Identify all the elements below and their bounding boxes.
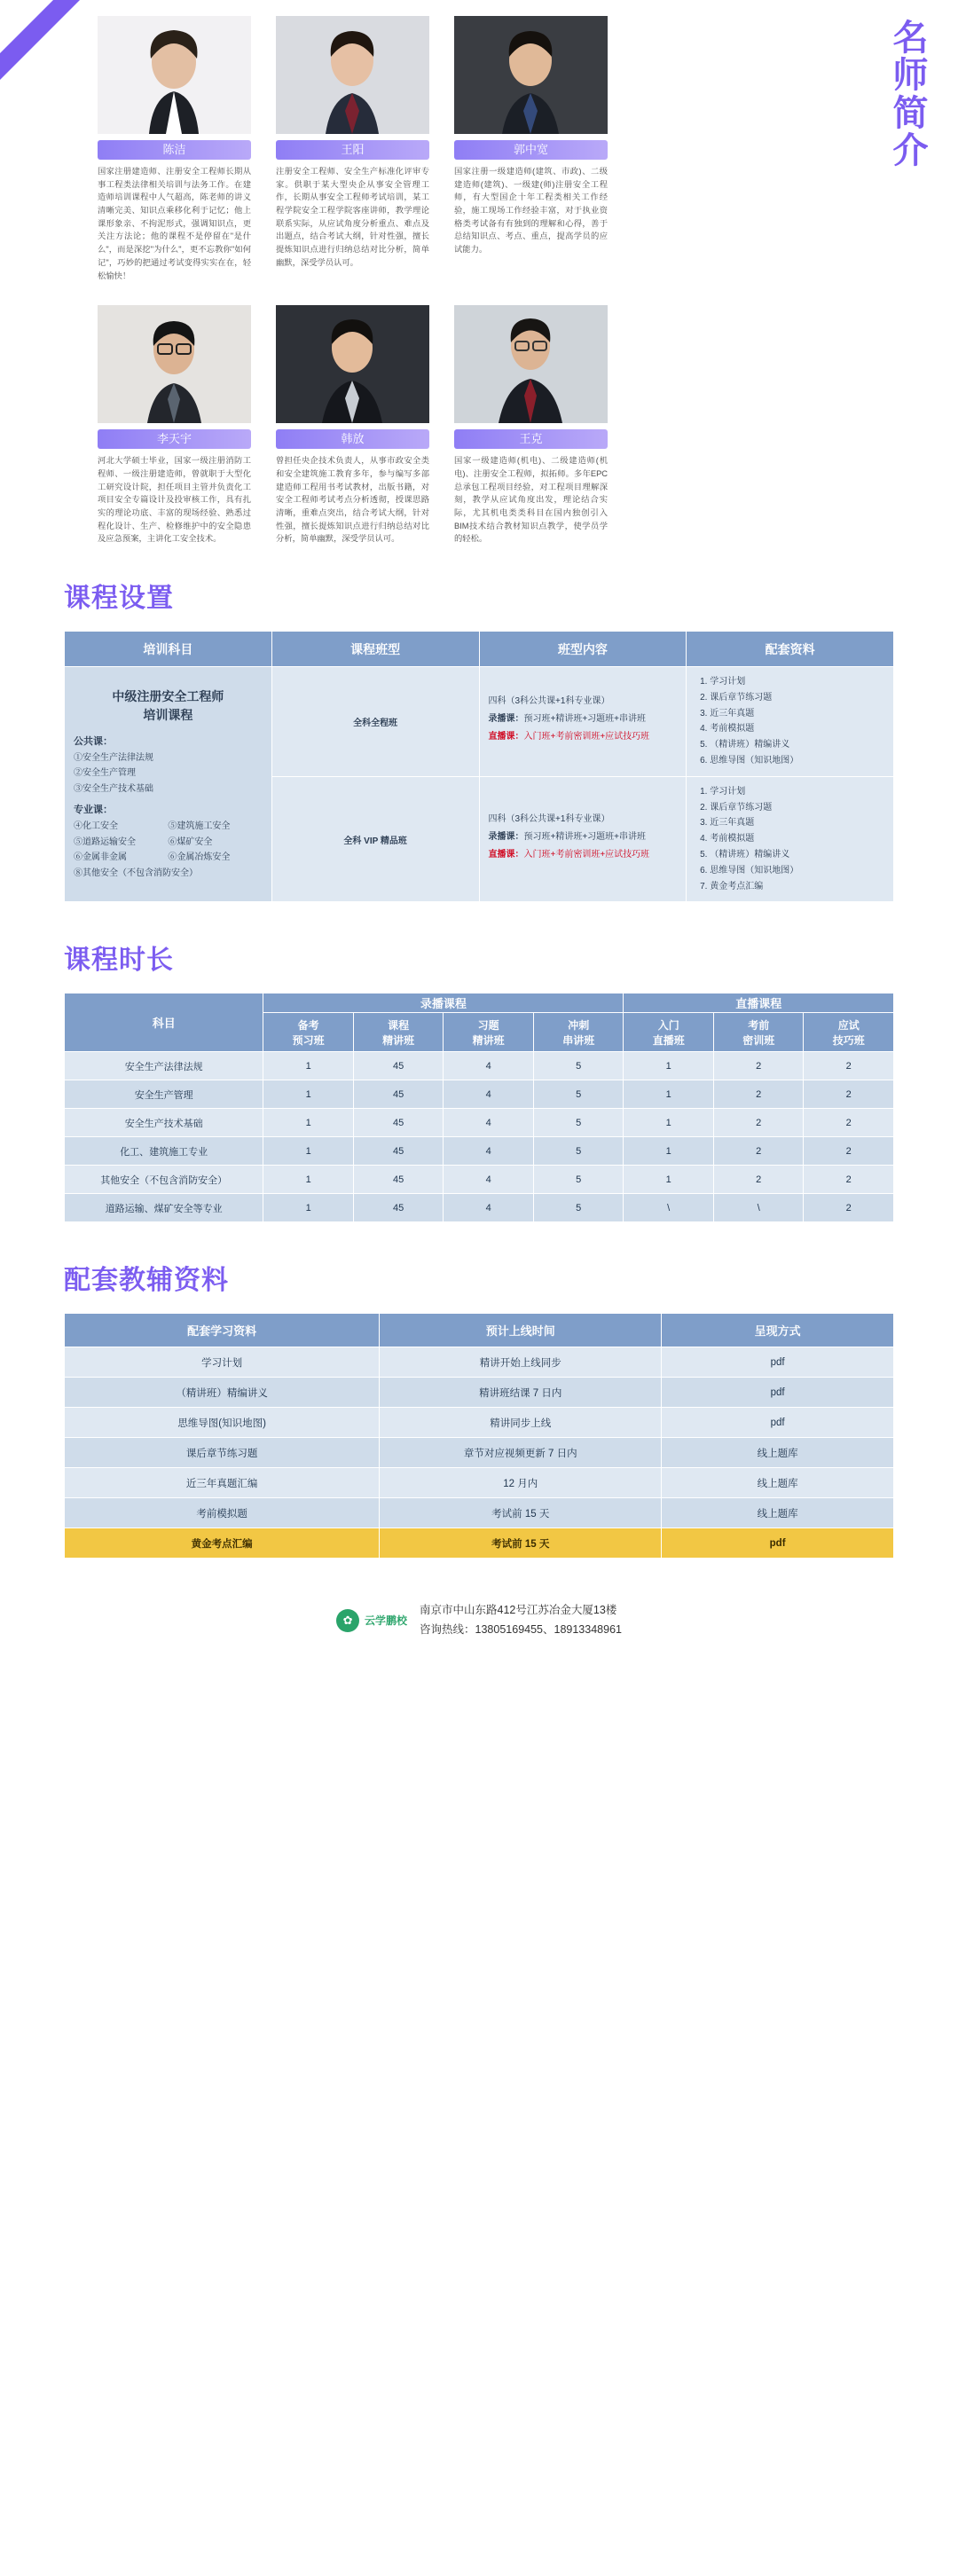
cell-value: 2 xyxy=(804,1080,894,1109)
row-subject: 道路运输、煤矿安全等专业 xyxy=(65,1194,263,1222)
teacher-card xyxy=(454,305,608,546)
material-item: 5. （精讲班）精编讲义 xyxy=(710,737,884,753)
content-line xyxy=(489,730,678,744)
major-item: ④化工安全 xyxy=(74,821,118,832)
cell-value: 1 xyxy=(263,1052,354,1080)
teacher-photo xyxy=(98,305,251,423)
col-material: 配套学习资料 xyxy=(65,1314,380,1347)
cell-value: 4 xyxy=(444,1137,534,1166)
col-exercise: 习题 精讲班 xyxy=(444,1013,534,1052)
public-label: 公共课： xyxy=(74,735,113,747)
teacher-row xyxy=(98,16,905,282)
cell-value: 4 xyxy=(444,1080,534,1109)
table-row xyxy=(65,1166,894,1194)
cell-value: 5 xyxy=(533,1137,624,1166)
material-item: 2. 课后章节练习题 xyxy=(710,800,884,816)
teacher-photo xyxy=(276,16,429,134)
table-row xyxy=(65,667,894,777)
col-skills: 应试 技巧班 xyxy=(804,1013,894,1052)
row-subject: 安全生产管理 xyxy=(65,1080,263,1109)
material-form: pdf xyxy=(662,1378,894,1408)
cell-value: 5 xyxy=(533,1109,624,1137)
table-row xyxy=(65,1347,894,1378)
course-content xyxy=(479,776,687,902)
content-line: 四科（3科公共课+1科专业课） xyxy=(488,814,610,825)
col-lecture: 课程 精讲班 xyxy=(353,1013,444,1052)
recorded-value: 预习班+精讲班+习题班+串讲班 xyxy=(523,714,647,725)
material-name: 黄金考点汇编 xyxy=(65,1528,380,1559)
material-item: 4. 考前模拟题 xyxy=(710,721,884,737)
teacher-name: 王克 xyxy=(454,429,608,449)
recorded-label: 录播课： xyxy=(488,714,524,725)
cell-value: 45 xyxy=(353,1166,444,1194)
cell-value: 1 xyxy=(624,1166,714,1194)
teachers-section xyxy=(0,0,958,546)
cell-value: 2 xyxy=(804,1137,894,1166)
section-title-teachers: 名师简介 xyxy=(892,19,930,171)
major-col-right xyxy=(168,819,262,866)
teacher-description: 注册安全工程师、安全生产标准化评审专家。供职于某大型央企从事安全管理工作，长期从事安全工程师考试培训，某工程学院安全工程学院客座讲师，教学理论联系实际，从应试角度分析重点、难点及出题点，结合考试大纲，针对性强，擅长提炼知识点进行归纳总结对比分析，简单幽默，深受学员认可。 xyxy=(276,167,429,267)
major-item: ⑧其他安全（不包含消防安全） xyxy=(74,868,198,878)
course-content xyxy=(479,667,687,777)
material-item: 6. 思维导图（知识地图） xyxy=(710,863,884,879)
row-subject: 安全生产技术基础 xyxy=(65,1109,263,1137)
major-item: ⑤道路运输安全 xyxy=(74,836,136,847)
content-line: 四科（3科公共课+1科专业课） xyxy=(488,696,610,707)
material-time: 精讲开始上线同步 xyxy=(380,1347,662,1378)
material-item: 7. 黄金考点汇编 xyxy=(710,879,884,895)
subject-cell xyxy=(65,667,272,902)
cell-value: \ xyxy=(713,1194,804,1222)
cell-value: 1 xyxy=(263,1166,354,1194)
teacher-card xyxy=(98,305,251,546)
material-name: 学习计划 xyxy=(65,1347,380,1378)
material-time: 章节对应视频更新 7 日内 xyxy=(380,1438,662,1468)
material-form: 线上题库 xyxy=(662,1438,894,1468)
major-item: ⑤建筑施工安全 xyxy=(168,821,231,832)
recorded-label: 录播课： xyxy=(488,832,524,843)
col-prep: 备考 预习班 xyxy=(263,1013,354,1052)
row-subject: 安全生产法律法规 xyxy=(65,1052,263,1080)
group-live: 直播课程 xyxy=(624,993,894,1013)
col-pre-exam: 考前 密训班 xyxy=(713,1013,804,1052)
materials-table-wrap xyxy=(0,1313,958,1559)
brand-name: 云学鹏校 xyxy=(365,1614,408,1628)
cell-value: 4 xyxy=(444,1194,534,1222)
table-row xyxy=(65,1080,894,1109)
course-setup-table-wrap xyxy=(0,631,958,902)
cell-value: 4 xyxy=(444,1109,534,1137)
col-content: 班型内容 xyxy=(479,632,687,667)
teacher-description: 河北大学硕士毕业，国家一级注册消防工程师、一级注册建造师，曾就职于大型化工研究设计院，担任项目主管并负责化工项目安全专篇设计及投审核工作，具有扎实的理论功底、丰富的现场经验、熟悉过程化设计、生产、检修维护中的安全隐患及应急预案，主讲化工安全技术。 xyxy=(98,456,251,544)
cell-value: 1 xyxy=(624,1137,714,1166)
major-col-left xyxy=(74,819,168,866)
section-title-course-setup: 课程设置 xyxy=(64,584,174,613)
col-subject: 科目 xyxy=(65,993,263,1052)
teacher-card xyxy=(98,16,251,282)
public-item: ②安全生产管理 xyxy=(74,768,136,779)
teacher-row xyxy=(98,305,905,546)
content-line xyxy=(489,830,678,844)
cell-value: 45 xyxy=(353,1052,444,1080)
table-row xyxy=(65,1109,894,1137)
cell-value: 45 xyxy=(353,1194,444,1222)
material-name: 课后章节练习题 xyxy=(65,1438,380,1468)
content-line xyxy=(489,712,678,726)
section-title-course-duration: 课程时长 xyxy=(64,946,174,976)
teacher-card xyxy=(276,16,429,282)
material-item: 2. 课后章节练习题 xyxy=(710,690,884,706)
col-type: 课程班型 xyxy=(271,632,479,667)
cell-value: 1 xyxy=(624,1109,714,1137)
material-name: 考前模拟题 xyxy=(65,1498,380,1528)
teacher-photo xyxy=(454,305,608,423)
cell-value: 1 xyxy=(263,1109,354,1137)
course-setup-table xyxy=(64,631,894,902)
table-header-row xyxy=(65,632,894,667)
section-title-materials: 配套教辅资料 xyxy=(64,1266,229,1296)
live-label: 直播课： xyxy=(488,732,524,742)
col-subject: 培训科目 xyxy=(65,632,272,667)
col-form: 呈现方式 xyxy=(662,1314,894,1347)
course-type: 全科 VIP 精品班 xyxy=(271,776,479,902)
cell-value: 1 xyxy=(263,1194,354,1222)
cell-value: 2 xyxy=(804,1052,894,1080)
material-item: 3. 近三年真题 xyxy=(710,706,884,722)
material-time: 12 月内 xyxy=(380,1468,662,1498)
material-item: 5. （精讲班）精编讲义 xyxy=(710,847,884,863)
teacher-card xyxy=(454,16,608,282)
col-intro-live: 入门 直播班 xyxy=(624,1013,714,1052)
recorded-value: 预习班+精讲班+习题班+串讲班 xyxy=(523,832,647,843)
cell-value: 2 xyxy=(713,1166,804,1194)
cell-value: 2 xyxy=(713,1137,804,1166)
live-value: 入门班+考前密训班+应试技巧班 xyxy=(523,850,650,860)
col-materials: 配套资料 xyxy=(687,632,894,667)
teacher-description: 国家注册建造师、注册安全工程师长期从事工程类法律相关培训与法务工作。在建造师培训课程中人气超高，陈老师的讲义清晰完美、知识点乘移化利于记忆；他上课形象亲、不拘泥形式，强调知识点，更关注方法论；他的课程不是停留在"是什么"，而是深挖"为什么"，更不忘教你"如何记"，巧妙的把通过考试变得实实在在，轻松愉快！ xyxy=(98,167,251,280)
course-type: 全科全程班 xyxy=(271,667,479,777)
cell-value: 2 xyxy=(713,1109,804,1137)
cell-value: 1 xyxy=(263,1080,354,1109)
material-name: 思维导图(知识地图) xyxy=(65,1408,380,1438)
table-row-highlight xyxy=(65,1528,894,1559)
cell-value: 2 xyxy=(804,1166,894,1194)
cell-value: 45 xyxy=(353,1080,444,1109)
major-columns xyxy=(74,819,263,866)
cell-value: 2 xyxy=(713,1052,804,1080)
major-item: ⑥煤矿安全 xyxy=(168,836,213,847)
table-row xyxy=(65,1194,894,1222)
public-item: ③安全生产技术基础 xyxy=(74,783,153,794)
major-item: ⑥金属冶炼安全 xyxy=(168,852,231,863)
cell-value: 2 xyxy=(713,1080,804,1109)
footer xyxy=(0,1589,958,1655)
table-row xyxy=(65,1468,894,1498)
material-form: 线上题库 xyxy=(662,1498,894,1528)
material-time: 考试前 15 天 xyxy=(380,1528,662,1559)
material-form: pdf xyxy=(662,1408,894,1438)
col-sprint: 冲刺 串讲班 xyxy=(533,1013,624,1052)
materials-table xyxy=(64,1313,894,1559)
material-item: 6. 思维导图（知识地图） xyxy=(710,753,884,769)
material-time: 考试前 15 天 xyxy=(380,1498,662,1528)
teacher-photo xyxy=(454,16,608,134)
table-row xyxy=(65,1438,894,1468)
cell-value: \ xyxy=(624,1194,714,1222)
cell-value: 1 xyxy=(624,1080,714,1109)
cell-value: 5 xyxy=(533,1052,624,1080)
course-materials xyxy=(687,776,894,902)
teacher-name: 王阳 xyxy=(276,140,429,160)
footer-address: 南京市中山东路412号江苏冶金大厦13楼 xyxy=(420,1604,617,1617)
material-form: 线上题库 xyxy=(662,1468,894,1498)
duration-table-wrap xyxy=(0,993,958,1222)
brand-logo xyxy=(336,1609,407,1632)
cell-value: 5 xyxy=(533,1166,624,1194)
teacher-name: 陈洁 xyxy=(98,140,251,160)
table-row xyxy=(65,1137,894,1166)
cell-value: 4 xyxy=(444,1052,534,1080)
teacher-description: 国家注册一级建造师(建筑、市政)、二级建造师(建筑)、一级建(师)注册安全工程师，有大型国企十年工程类相关工作经验，施工现场工作经验丰富，对于执业资格类考试备有有独到的理解和心得，善于总结知识点、考点、重点，提高学员的应试能力。 xyxy=(454,167,608,255)
col-time: 预计上线时间 xyxy=(380,1314,662,1347)
leaf-icon: ✿ xyxy=(336,1609,359,1632)
cell-value: 5 xyxy=(533,1194,624,1222)
cell-value: 1 xyxy=(263,1137,354,1166)
material-time: 精讲班结课 7 日内 xyxy=(380,1378,662,1408)
table-row xyxy=(65,1498,894,1528)
table-row xyxy=(65,1052,894,1080)
material-item: 3. 近三年真题 xyxy=(710,815,884,831)
live-value: 入门班+考前密训班+应试技巧班 xyxy=(523,732,650,742)
cell-value: 45 xyxy=(353,1109,444,1137)
cell-value: 45 xyxy=(353,1137,444,1166)
subject-title: 中级注册安全工程师 培训课程 xyxy=(112,688,224,722)
table-header-row xyxy=(65,993,894,1013)
major-label: 专业课： xyxy=(74,805,113,816)
content-line xyxy=(489,848,678,862)
material-item: 1. 学习计划 xyxy=(710,784,884,800)
table-row xyxy=(65,1378,894,1408)
teacher-description: 曾担任央企技术负责人，从事市政安全类和安全建筑施工教育多年，参与编写多部建造师工程用书考试教材，出版书籍，对安全工程师考试考点分析透彻，授课思路清晰，重难点突出，结合考试大纲，针对性强，擅长提炼知识点进行归纳总结对比分析，简单幽默，深受学员认可。 xyxy=(276,456,429,544)
material-item: 1. 学习计划 xyxy=(710,674,884,690)
cell-value: 4 xyxy=(444,1166,534,1194)
group-recorded: 录播课程 xyxy=(263,993,624,1013)
live-label: 直播课： xyxy=(488,850,524,860)
course-materials xyxy=(687,667,894,777)
row-subject: 其他安全（不包含消防安全） xyxy=(65,1166,263,1194)
table-header-row xyxy=(65,1314,894,1347)
material-form: pdf xyxy=(662,1528,894,1559)
teacher-name: 李天宇 xyxy=(98,429,251,449)
footer-phone: 咨询热线：13805169455、18913348961 xyxy=(420,1622,622,1636)
teacher-description: 国家一级建造师(机电)、二级建造师(机电)、注册安全工程师，拟拓师。多年EPC总承包工程项目经验，对工程项目理解深刻，教学从应试角度出发，理论结合实际，尤其机电类类科目在国内独创引入BIM技术结合教材知识点教学，使学员学的轻松。 xyxy=(454,456,608,544)
teacher-name: 韩放 xyxy=(276,429,429,449)
cell-value: 2 xyxy=(804,1194,894,1222)
table-row xyxy=(65,1408,894,1438)
material-time: 精讲同步上线 xyxy=(380,1408,662,1438)
material-name: （精讲班）精编讲义 xyxy=(65,1378,380,1408)
teacher-photo xyxy=(276,305,429,423)
teacher-card xyxy=(276,305,429,546)
teacher-name: 郭中宽 xyxy=(454,140,608,160)
row-subject: 化工、建筑施工专业 xyxy=(65,1137,263,1166)
cell-value: 2 xyxy=(804,1109,894,1137)
footer-contact xyxy=(420,1601,622,1639)
teacher-photo xyxy=(98,16,251,134)
cell-value: 5 xyxy=(533,1080,624,1109)
public-item: ①安全生产法律法规 xyxy=(74,752,153,763)
duration-table xyxy=(64,993,894,1222)
cell-value: 1 xyxy=(624,1052,714,1080)
material-form: pdf xyxy=(662,1347,894,1378)
material-name: 近三年真题汇编 xyxy=(65,1468,380,1498)
material-item: 4. 考前模拟题 xyxy=(710,831,884,847)
major-item: ⑥金属非金属 xyxy=(74,852,127,863)
